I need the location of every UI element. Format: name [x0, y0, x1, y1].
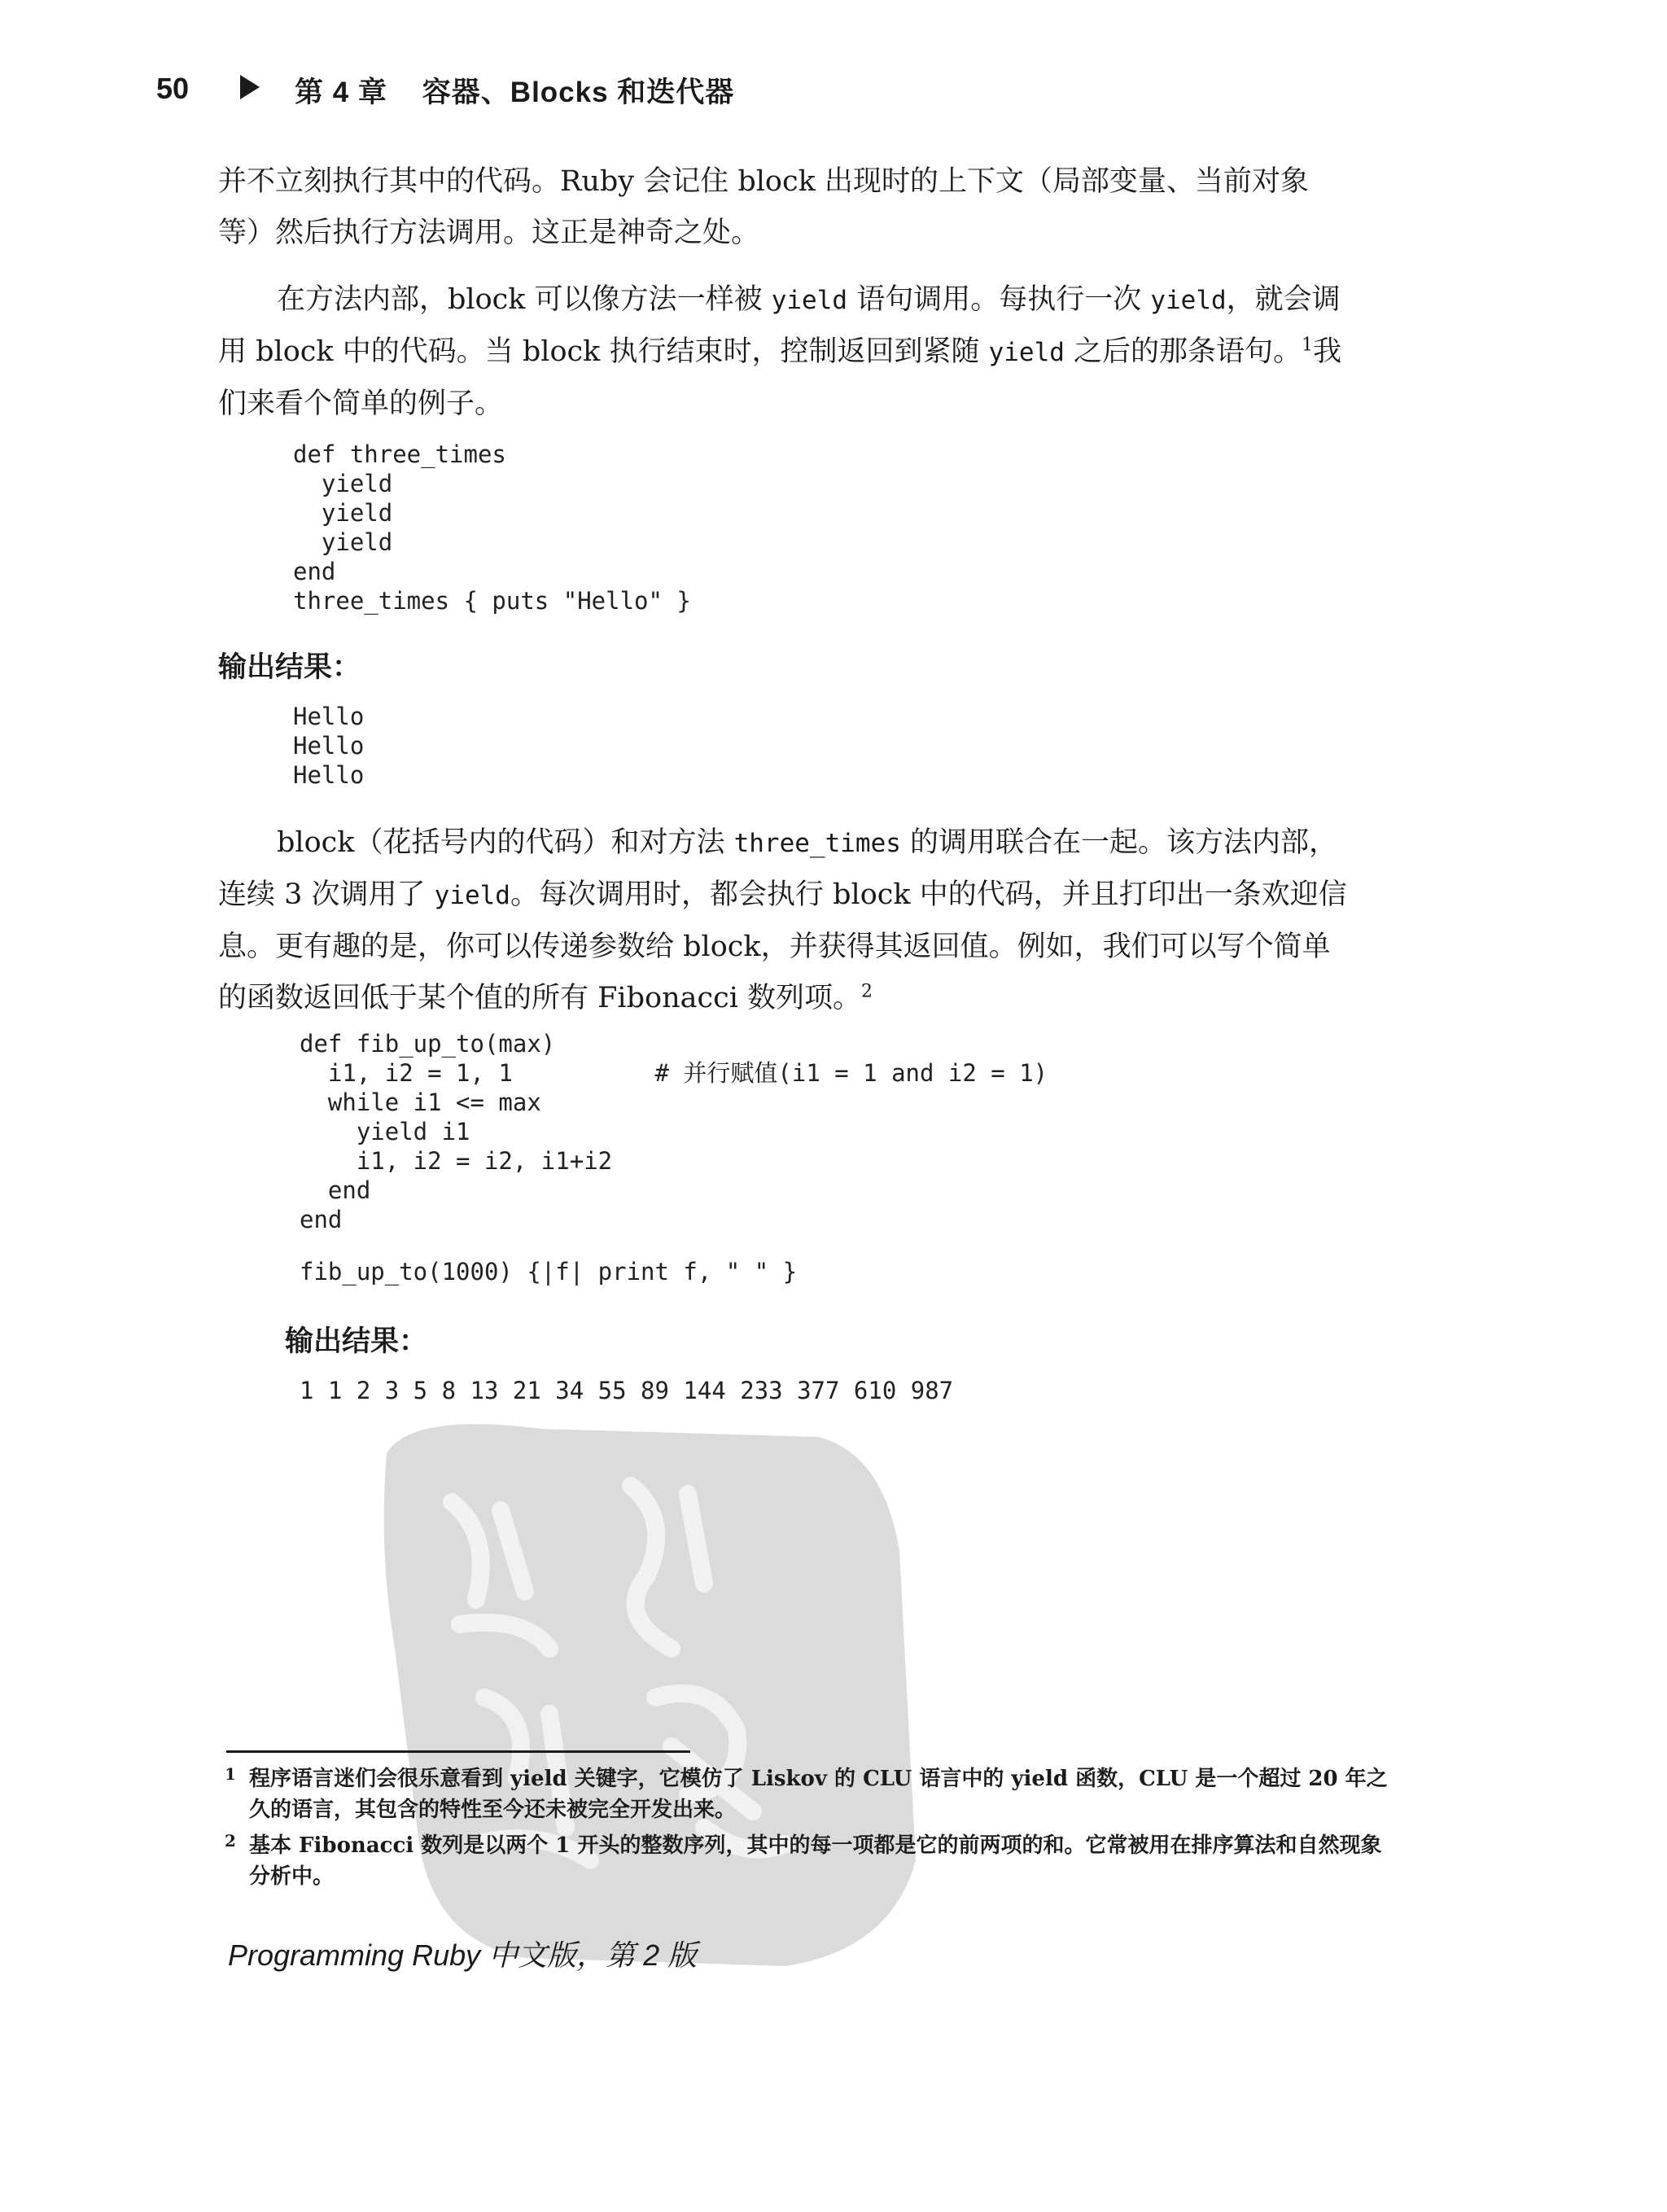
text-run: 在方法内部，block 可以像方法一样被 — [277, 283, 772, 316]
yield-line-3: 们来看个简单的例子。 — [218, 388, 504, 420]
footnote-text: 基本 Fibonacci 数列是以两个 1 开头的整数序列，其中的每一项都是它的前两项的和。它常被用在排序算法和自然现象分析中。 — [249, 1833, 1382, 1889]
footnote-1 — [226, 1763, 1398, 1825]
inline-code: three_times — [733, 829, 901, 858]
fib-paragraph — [218, 817, 1415, 1024]
fib-line-4 — [218, 973, 1415, 1024]
fib-line-2 — [218, 869, 1415, 922]
chapter-title: 第 4 章 容器、Blocks 和迭代器 — [295, 77, 735, 108]
footnote-ref-2[interactable]: 2 — [861, 981, 873, 1002]
text-run: 。每次调用时，都会执行 block 中的代码，并且打印出一条欢迎信 — [510, 878, 1347, 911]
output-label-2: 输出结果： — [285, 1325, 428, 1358]
text-run: 我 — [1313, 335, 1342, 368]
code-block-fib-call: fib_up_to(1000) {|f| print f, " " } — [300, 1258, 798, 1286]
yield-paragraph — [218, 274, 1415, 430]
text-run: block（花括号内的代码）和对方法 — [277, 826, 734, 859]
code-block-three-times: def three_times yield yield yield end three_times { puts "Hello" } — [293, 440, 691, 615]
yield-line-1 — [218, 274, 1415, 326]
text-run: 的函数返回低于某个值的所有 Fibonacci 数列项。 — [218, 982, 862, 1014]
footnote-number: 1 — [225, 1764, 236, 1784]
yield-line-2 — [218, 326, 1415, 379]
text-run: 用 block 中的代码。当 block 执行结束时，控制返回到紧随 — [218, 335, 989, 368]
footnote-ref-1[interactable]: 1 — [1302, 335, 1314, 356]
intro-line-1: 并不立刻执行其中的代码。Ruby 会记住 block 出现时的上下文（局部变量、当前对象 — [218, 165, 1309, 198]
intro-line-2: 等）然后执行方法调用。这正是神奇之处。 — [218, 217, 760, 249]
output-block-hello: Hello Hello Hello — [293, 703, 365, 789]
footnote-rule — [226, 1750, 690, 1753]
fib-line-3: 息。更有趣的是，你可以传递参数给 block，并获得其返回值。例如，我们可以写个简单 — [218, 931, 1331, 963]
inline-code: yield — [1150, 286, 1227, 315]
fib-line-1 — [218, 817, 1415, 869]
text-run: ，就会调 — [1226, 283, 1341, 316]
inline-code: yield — [771, 286, 848, 315]
inline-code: yield — [434, 881, 510, 910]
text-run: 连续 3 次调用了 — [218, 878, 435, 911]
text-run: 之后的那条语句。 — [1064, 335, 1302, 368]
text-run: 语句调用。每执行一次 — [847, 283, 1151, 316]
inline-code: yield — [988, 338, 1065, 367]
output-label-1: 输出结果： — [218, 650, 361, 684]
code-block-fib-def: def fib_up_to(max) i1, i2 = 1, 1 # 并行赋值(i1 = 1 and i2 = 1) while i1 <= max yield i1 i1, i2 = i2, i1+i2 end end — [300, 1030, 1048, 1233]
footnote-text: 程序语言迷们会很乐意看到 yield 关键字，它模仿了 Liskov 的 CLU 语言中的 yield 函数，CLU 是一个超过 20 年之久的语言，其包含的特性至今还未被完全开发出来。 — [249, 1767, 1388, 1822]
page-number: 50 — [156, 72, 190, 105]
page-footer: Programming Ruby 中文版，第 2 版 — [228, 1938, 698, 1972]
intro-paragraph — [218, 156, 1415, 259]
text-run: 的调用联合在一起。该方法内部， — [900, 826, 1338, 859]
output-block-fibonacci: 1 1 2 3 5 8 13 21 34 55 89 144 233 377 610 987 — [300, 1377, 954, 1404]
header-arrow-icon — [240, 75, 260, 99]
footnote-number: 2 — [225, 1831, 236, 1851]
footnote-2 — [226, 1830, 1398, 1892]
